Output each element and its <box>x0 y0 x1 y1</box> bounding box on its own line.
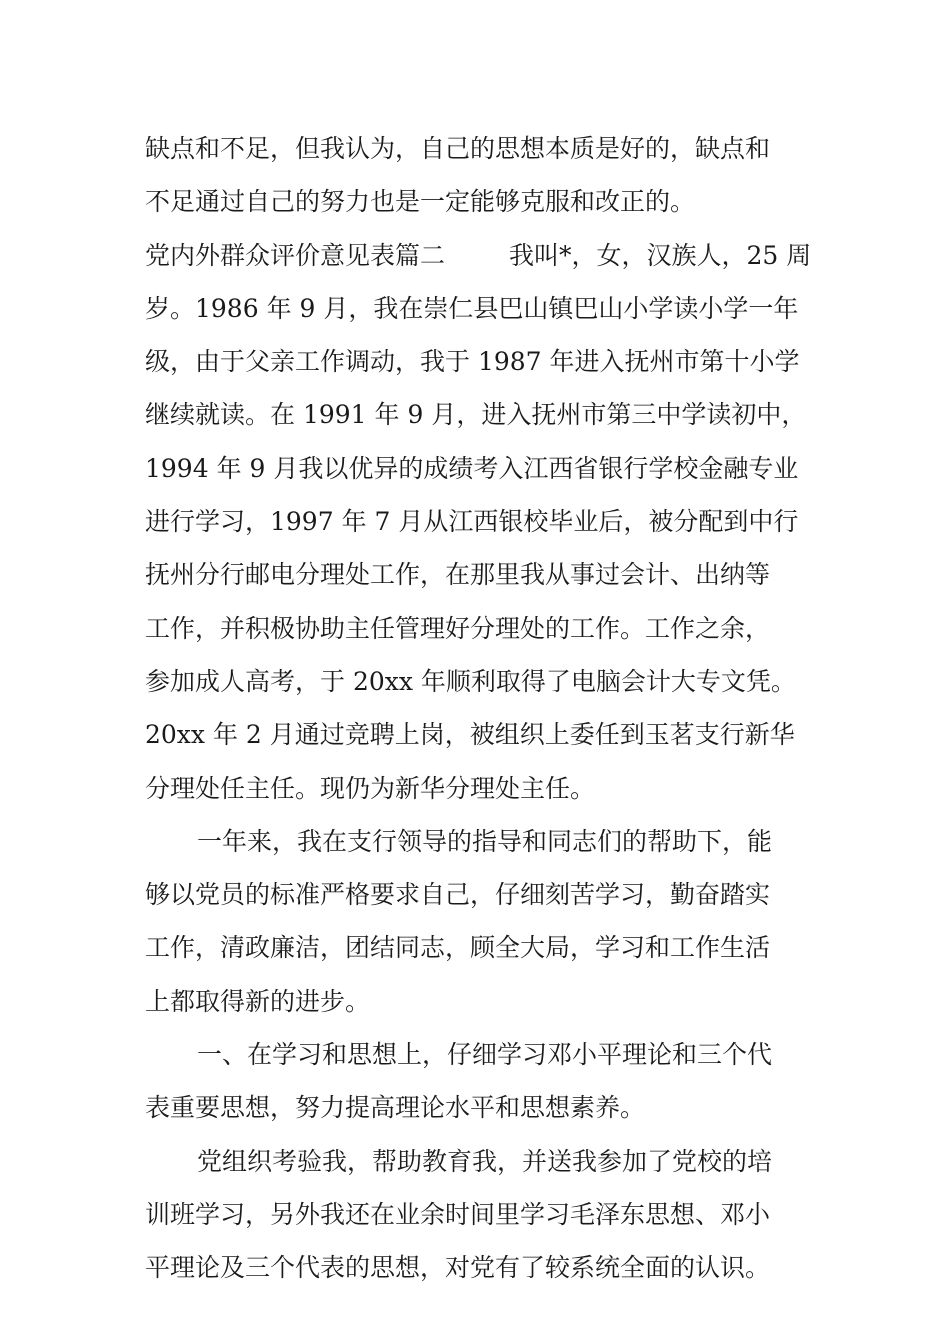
text-line: 平理论及三个代表的思想，对党有了较系统全面的认识。 <box>145 1253 771 1283</box>
section-title: 党内外群众评价意见表篇二 <box>145 240 446 270</box>
text-line: 分理处任主任。现仍为新华分理处主任。 <box>145 773 596 803</box>
text-line: 工作，清政廉洁，团结同志，顾全大局，学习和工作生活 <box>145 933 771 963</box>
paragraph-first-line: 党组织考验我，帮助教育我，并送我参加了党校的培 <box>197 1146 773 1176</box>
paragraph-first-line: 一年来，我在支行领导的指导和同志们的帮助下，能 <box>197 826 773 856</box>
paragraph-first-line: 一、在学习和思想上，仔细学习邓小平理论和三个代 <box>197 1040 773 1070</box>
text-line: 缺点和不足，但我认为，自己的思想本质是好的，缺点和 <box>145 134 771 163</box>
text-line: 不足通过自己的努力也是一定能够克服和改正的。 <box>145 187 696 217</box>
text-line: 表重要思想，努力提高理论水平和思想素养。 <box>145 1093 646 1123</box>
text-line: 训班学习，另外我还在业余时间里学习毛泽东思想、邓小 <box>145 1199 771 1229</box>
text-line: 抚州分行邮电分理处工作，在那里我从事过会计、出纳等 <box>145 560 771 590</box>
document-body <box>145 122 810 1295</box>
text-line: 岁。1986 年 9 月，我在崇仁县巴山镇巴山小学读小学一年 <box>145 293 799 323</box>
section-heading-line <box>145 229 810 282</box>
text-line: 进行学习，1997 年 7 月从江西银校毕业后，被分配到中行 <box>145 507 799 537</box>
text-line: 工作，并积极协助主任管理好分理处的工作。工作之余， <box>145 613 771 643</box>
text-line: 继续就读。在 1991 年 9 月，进入抚州市第三中学读初中， <box>145 400 807 430</box>
text-line: 1994 年 9 月我以优异的成绩考入江西省银行学校金融专业 <box>145 453 799 483</box>
text-line: 级，由于父亲工作调动，我于 1987 年进入抚州市第十小学 <box>145 347 800 377</box>
text-fragment: 我叫*，女，汉族人，25 周 <box>509 240 812 270</box>
text-line: 参加成人高考，于 20xx 年顺利取得了电脑会计大专文凭。 <box>145 666 796 696</box>
text-line: 20xx 年 2 月通过竞聘上岗，被组织上委任到玉茗支行新华 <box>145 720 795 750</box>
text-line: 够以党员的标准严格要求自己，仔细刻苦学习，勤奋踏实 <box>145 880 771 910</box>
text-line: 上都取得新的进步。 <box>145 986 371 1016</box>
